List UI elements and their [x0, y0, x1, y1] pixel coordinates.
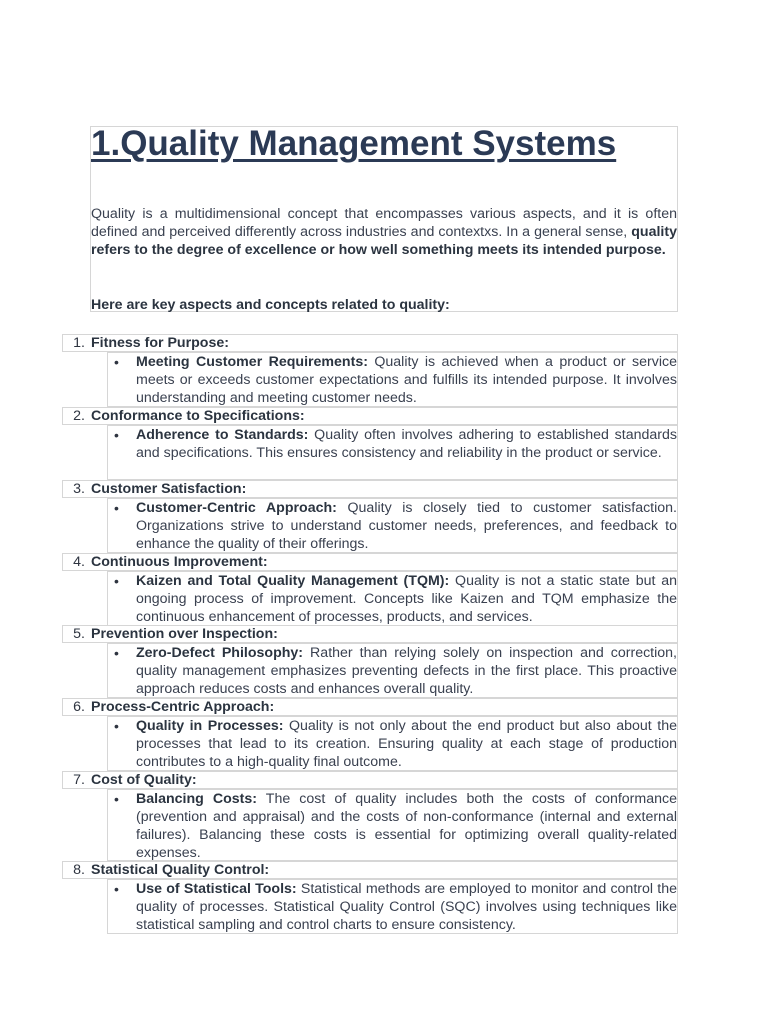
list-item-text — [136, 353, 677, 407]
list-item-term: Use of Statistical Tools: — [136, 881, 297, 897]
bullet-icon: • — [114, 791, 119, 807]
list-item-body — [107, 352, 678, 407]
list-item-description: Quality is not only about the end product but also about the processes that lead to its creation. Ensuring quality at each stage of production contributes to a high-quality final outcome. — [136, 718, 677, 770]
bullet-icon: • — [114, 881, 119, 897]
list-item-term: Kaizen and Total Quality Management (TQM): — [136, 573, 450, 589]
bullet-icon: • — [114, 645, 119, 661]
list-item-description: Quality often involves adhering to established standards and specifications. This ensures consistency and reliability in the product or service. — [136, 427, 677, 461]
list-item-description: Quality is not a static state but an ongoing process of improvement. Concepts like Kaizen and TQM emphasize the continuous enhancement of processes, products, and services. — [136, 573, 677, 625]
intro-definition: quality refers to the degree of excellence or how well something meets its intended purpose. — [91, 224, 677, 258]
list-item-body — [107, 643, 678, 698]
list-item-text — [136, 880, 677, 934]
page-title: 1.Quality Management Systems — [91, 124, 617, 163]
list-item-heading — [62, 625, 678, 643]
list-item-body — [107, 425, 678, 480]
list-item-body — [107, 879, 678, 934]
bullet-icon: • — [114, 500, 119, 516]
bullet-icon: • — [114, 573, 119, 589]
list-item-body — [107, 789, 678, 861]
list-item-heading — [62, 861, 678, 879]
list-item-text — [136, 499, 677, 553]
list-item-term: Meeting Customer Requirements: — [136, 354, 368, 370]
intro-paragraph — [91, 205, 677, 259]
list-item-heading — [62, 553, 678, 571]
list-heading-label: Fitness for Purpose: — [91, 335, 229, 351]
list-heading-label: Statistical Quality Control: — [91, 862, 270, 878]
list-item-description: Rather than relying solely on inspection and correction, quality management emphasizes preventing defects in the first place. This proactive approach reduces costs and enhances overall quality. — [136, 645, 677, 697]
bullet-icon: • — [114, 427, 119, 443]
bullet-icon: • — [114, 354, 119, 370]
list-number: 4. — [73, 554, 85, 570]
list-item-body — [107, 571, 678, 626]
list-number: 7. — [73, 772, 85, 788]
list-number: 5. — [73, 626, 85, 642]
list-item-body — [107, 716, 678, 771]
list-heading-label: Prevention over Inspection: — [91, 626, 278, 642]
list-item-text — [136, 644, 677, 698]
list-item-text — [136, 717, 677, 771]
list-item-term: Customer-Centric Approach: — [136, 500, 337, 516]
list-heading-label: Conformance to Specifications: — [91, 408, 305, 424]
list-item-heading — [62, 698, 678, 716]
bullet-icon: • — [114, 718, 119, 734]
intro-text: Quality is a multidimensional concept that encompasses various aspects, and it is often defined and perceived differently across industries and contextxs. In a general sense, — [91, 206, 677, 240]
list-item-term: Balancing Costs: — [136, 791, 257, 807]
list-item-description: Quality is achieved when a product or service meets or exceeds customer expectations and fulfills its intended purpose. It involves understanding and meeting customer needs. — [136, 354, 677, 406]
list-number: 1. — [73, 335, 85, 351]
list-heading-label: Cost of Quality: — [91, 772, 197, 788]
list-item-term: Adherence to Standards: — [136, 427, 309, 443]
list-number: 8. — [73, 862, 85, 878]
list-item-term: Zero-Defect Philosophy: — [136, 645, 304, 661]
list-item-description: Quality is closely tied to customer satisfaction. Organizations strive to understand customer needs, preferences, and feedback to enhance the quality of their offerings. — [136, 500, 677, 552]
list-item-text — [136, 572, 677, 626]
list-heading-label: Process-Centric Approach: — [91, 699, 275, 715]
key-aspects-heading: Here are key aspects and concepts related to quality: — [91, 297, 450, 313]
list-item-heading — [62, 407, 678, 425]
list-item-heading — [62, 480, 678, 498]
list-number: 2. — [73, 408, 85, 424]
list-item-text — [136, 426, 677, 462]
list-heading-label: Continuous Improvement: — [91, 554, 268, 570]
list-item-description: Statistical methods are employed to monitor and control the quality of processes. Statistical Quality Control (SQC) involves using techniques like statistical sampling and control charts to ensure consistency. — [136, 881, 677, 933]
list-heading-label: Customer Satisfaction: — [91, 481, 247, 497]
list-item-description: The cost of quality includes both the costs of conformance (prevention and appraisal) and the costs of non-conformance (internal and external failures). Balancing these costs is essential for optimizing overall quality-related expenses. — [136, 791, 677, 861]
list-item-body — [107, 498, 678, 553]
list-number: 3. — [73, 481, 85, 497]
list-item-text — [136, 790, 677, 862]
list-number: 6. — [73, 699, 85, 715]
list-item-heading — [62, 334, 678, 352]
list-item-term: Quality in Processes: — [136, 718, 284, 734]
list-item-heading — [62, 771, 678, 789]
